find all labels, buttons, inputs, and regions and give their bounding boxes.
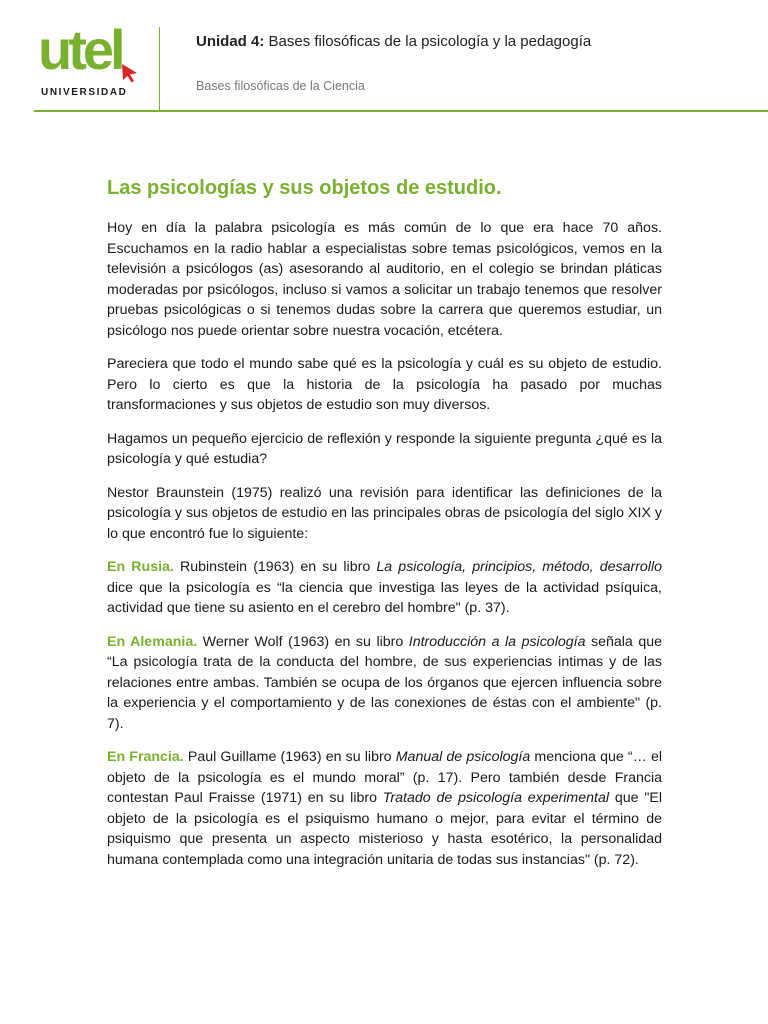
francia-text-1: Paul Guillame (1963) en su libro — [183, 749, 396, 765]
paragraph-intro: Hoy en día la palabra psicología es más común de lo que era hace 70 años. Escuchamos en la radio hablar a especialistas sobre temas psicológicos, vemos en la televisión a psicólogos (as) asesorando al auditorio, en el colegio se brindan pláticas moderadas por psicólogos, incluso si vamos a solicitar un trabajo tenemos que resolver pruebas psicológicas o si tenemos dudas sobre la carrera que queremos estudiar, un psicólogo nos puede orientar sobre nuestra vocación, etcétera. — [107, 220, 662, 339]
country-label-rusia: En Rusia. — [107, 559, 174, 575]
paragraph-question: Hagamos un pequeño ejercicio de reflexión y responde la siguiente pregunta ¿qué es la psicología y qué estudia? — [107, 430, 662, 467]
unit-title — [196, 33, 591, 50]
rusia-text-1: Rubinstein (1963) en su libro — [173, 559, 377, 575]
rusia-text-2: dice que la psicología es “la ciencia que investiga las leyes de la actividad psíquica, actividad que tiene su asiento en el cerebro del hombre" (p. 37). — [107, 579, 662, 616]
book-title-francia-1: Manual de psicología — [395, 749, 531, 765]
document-title: Las psicologías y sus objetos de estudio. — [107, 177, 502, 199]
unit-name: Bases filosóficas de la psicología y la pedagogía — [264, 33, 592, 50]
country-label-francia: En Francia. — [107, 749, 184, 765]
alemania-text-1: Werner Wolf (1963) en su libro — [197, 633, 409, 650]
book-title-alemania: Introducción a la psicología — [408, 633, 586, 650]
paragraph-alemania — [107, 632, 662, 735]
paragraph-history: Pareciera que todo el mundo sabe qué es la psicología y cuál es su objeto de estudio. Pero lo cierto es que la historia de la psicología ha pasado por muchas transformaciones y sus objetos de estudio son muy diversos. — [107, 356, 662, 413]
utel-logo — [38, 18, 142, 102]
francia-text-3: que "El objeto de la psicología es el psiquismo humano o mejor, para evitar el término de psiquismo que presenta un aspecto misterioso y hasta esotérico, la personalidad humana contemplada como una integración unitaria de todas sus instancias" (p. 72). — [107, 790, 662, 868]
document-body — [107, 174, 662, 883]
header-horizontal-divider — [34, 110, 768, 112]
header-vertical-divider — [159, 27, 160, 111]
section-subtitle: Bases filosóficas de la Ciencia — [196, 79, 365, 93]
book-title-francia-2: Tratado de psicología experimental — [382, 790, 610, 806]
page-header — [0, 0, 768, 112]
logo-wordmark: utel — [38, 18, 122, 81]
paragraph-braunstein: Nestor Braunstein (1975) realizó una revisión para identificar las definiciones de la psicología y sus objetos de estudio en las principales obras de psicología del siglo XIX y lo que encontró fue lo siguiente: — [107, 484, 662, 542]
book-title-rusia: La psicología, principios, método, desarrollo — [376, 559, 663, 575]
cursor-arrow-icon — [120, 62, 140, 84]
country-label-alemania: En Alemania. — [107, 633, 198, 650]
paragraph-francia — [107, 747, 662, 870]
alemania-text-2: señala que “La psicología trata de la conducta del hombre, de sus experiencias intimas y de las relaciones entre ambas. También se ocupa de los órganos que ejercen influencia sobre la experiencia y el comportamiento y de las conexiones de éstas con el ambiente" (p. 7). — [107, 633, 662, 732]
paragraph-rusia — [107, 557, 662, 619]
unit-label: Unidad 4: — [196, 33, 265, 50]
logo-subtitle: UNIVERSIDAD — [41, 87, 128, 98]
francia-text-2: menciona que “… el objeto de la psicología es el mundo moral” (p. 17). Pero también desde Francia contestan Paul Fraisse (1971) en su libro — [107, 749, 662, 806]
